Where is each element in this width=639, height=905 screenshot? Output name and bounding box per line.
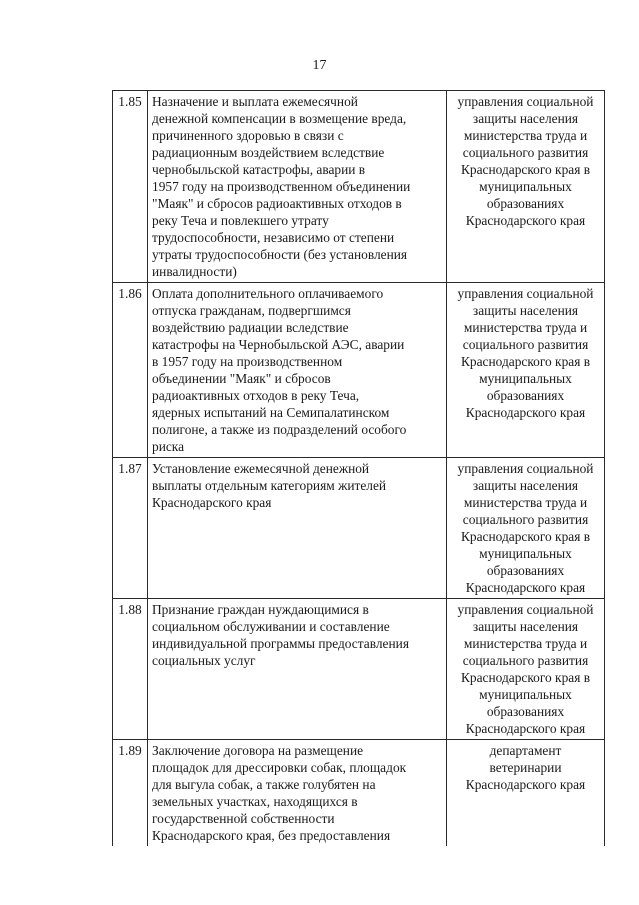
responsible-organization: управления социальной защиты населения министерства труда и социального развития Краснодарского края в муниципальных образованиях Краснодарского края [447,599,605,740]
responsible-organization: управления социальной защиты населения министерства труда и социального развития Краснодарского края в муниципальных образованиях Краснодарского края [447,458,605,599]
table-row [113,283,605,458]
row-number: 1.86 [113,283,148,458]
responsible-organization: управления социальной защиты населения министерства труда и социального развития Краснодарского края в муниципальных образованиях Краснодарского края [447,283,605,458]
page-number: 17 [312,58,327,73]
table-row [113,599,605,740]
service-description: Установление ежемесячной денежной выплаты отдельным категориям жителей Краснодарского края [148,458,447,599]
services-table [112,90,605,846]
service-description: Назначение и выплата ежемесячной денежной компенсации в возмещение вреда, причиненного здоровью в связи с радиационным воздействием вследствие чернобыльской катастрофы, аварии в 1957 году на производственном объединении "Маяк" и сбросов радиоактивных отходов в реку Теча и повлекшего утрату трудоспособности, независимо от степени утраты трудоспособности (без установления инвалидности) [148,91,447,283]
table-row [113,458,605,599]
table-row [113,740,605,847]
row-number: 1.85 [113,91,148,283]
row-number: 1.87 [113,458,148,599]
row-number: 1.89 [113,740,148,847]
service-description: Заключение договора на размещение площадок для дрессировки собак, площадок для выгула собак, а также голубятен на земельных участках, находящихся в государственной собственности Краснодарского края, без предоставления [148,740,447,847]
table-row [113,91,605,283]
row-number: 1.88 [113,599,148,740]
responsible-organization: департамент ветеринарии Краснодарского края [447,740,605,847]
responsible-organization: управления социальной защиты населения министерства труда и социального развития Краснодарского края в муниципальных образованиях Краснодарского края [447,91,605,283]
service-description: Оплата дополнительного оплачиваемого отпуска гражданам, подвергшимся воздействию радиации вследствие катастрофы на Чернобыльской АЭС, аварии в 1957 году на производственном объединении "Маяк" и сбросов радиоактивных отходов в реку Теча, ядерных испытаний на Семипалатинском полигоне, а также из подразделений особого риска [148,283,447,458]
service-description: Признание граждан нуждающимися в социальном обслуживании и составление индивидуальной программы предоставления социальных услуг [148,599,447,740]
